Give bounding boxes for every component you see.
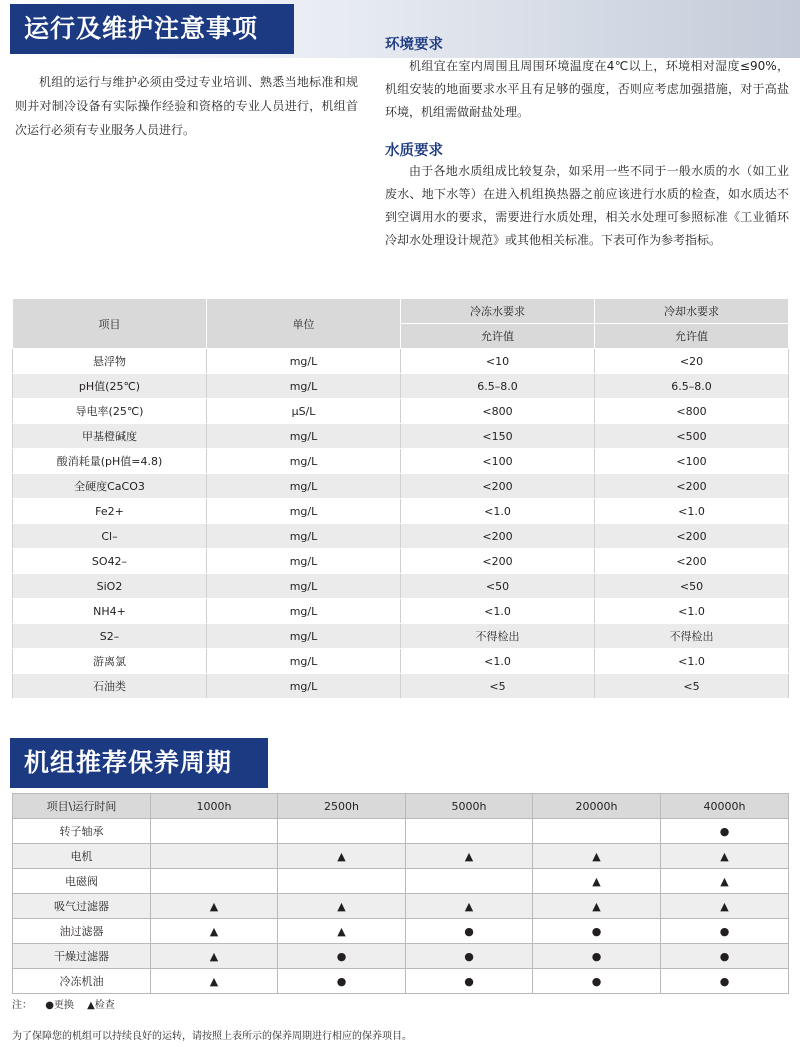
cell-chilled: <800 [401, 399, 595, 424]
header-allowed-cooling: 允许值 [595, 324, 789, 349]
footer-text: 为了保障您的机组可以持续良好的运转，请按照上表所示的保养周期进行相应的保养项目。 [12, 1031, 412, 1042]
cell-item: SO42– [13, 549, 207, 574]
cell-chilled: <10 [401, 349, 595, 374]
cell-item: 全硬度CaCO3 [13, 474, 207, 499]
empty-cell [406, 869, 533, 894]
cell-chilled: <1.0 [401, 649, 595, 674]
cell-item: 悬浮物 [13, 349, 207, 374]
cell-item: 油过滤器 [13, 919, 151, 944]
inspect-mark: ▲ [533, 894, 661, 919]
cell-item: 吸气过滤器 [13, 894, 151, 919]
header-hours: 40000h [661, 794, 789, 819]
cell-item: NH4+ [13, 599, 207, 624]
cell-unit: mg/L [207, 549, 401, 574]
cell-cooling: <500 [595, 424, 789, 449]
cell-chilled: <100 [401, 449, 595, 474]
empty-cell [151, 869, 278, 894]
cell-item: 电机 [13, 844, 151, 869]
legend-note [12, 996, 125, 1011]
cell-cooling: <100 [595, 449, 789, 474]
cell-item: 游离氯 [13, 649, 207, 674]
inspect-mark: ▲ [151, 944, 278, 969]
replace-mark: ● [661, 969, 789, 994]
cell-cooling: <800 [595, 399, 789, 424]
table-row [13, 449, 789, 474]
cell-chilled: <200 [401, 549, 595, 574]
cell-chilled: 6.5–8.0 [401, 374, 595, 399]
table-row [13, 374, 789, 399]
cell-unit: mg/L [207, 674, 401, 699]
cell-item: 干燥过滤器 [13, 944, 151, 969]
cell-unit: mg/L [207, 499, 401, 524]
cell-cooling: <200 [595, 549, 789, 574]
cell-item: 电磁阀 [13, 869, 151, 894]
cell-cooling: <200 [595, 474, 789, 499]
replace-mark: ● [406, 919, 533, 944]
water-quality-heading: 水质要求 [385, 143, 443, 159]
cell-item: 甲基橙碱度 [13, 424, 207, 449]
environment-heading: 环境要求 [385, 37, 443, 53]
cell-cooling: <1.0 [595, 649, 789, 674]
cell-chilled: <200 [401, 524, 595, 549]
cell-chilled: <150 [401, 424, 595, 449]
table-row [13, 549, 789, 574]
inspect-mark: ▲ [278, 844, 406, 869]
inspect-mark: ▲ [406, 894, 533, 919]
replace-mark: ● [278, 944, 406, 969]
cell-cooling: <5 [595, 674, 789, 699]
table-row [13, 674, 789, 699]
header-unit: 单位 [207, 299, 401, 349]
table-row [13, 819, 789, 844]
replace-mark: ● [533, 944, 661, 969]
cell-item: Cl– [13, 524, 207, 549]
cell-chilled: 不得检出 [401, 624, 595, 649]
replace-mark: ● [661, 819, 789, 844]
cell-unit: mg/L [207, 449, 401, 474]
table-row [13, 599, 789, 624]
empty-cell [151, 819, 278, 844]
table-row [13, 919, 789, 944]
empty-cell [151, 844, 278, 869]
inspect-mark: ▲ [661, 869, 789, 894]
cell-cooling: <20 [595, 349, 789, 374]
table-row [13, 869, 789, 894]
cell-chilled: <5 [401, 674, 595, 699]
header-allowed-chilled: 允许值 [401, 324, 595, 349]
header-hours: 1000h [151, 794, 278, 819]
table-row [13, 944, 789, 969]
inspect-mark: ▲ [661, 844, 789, 869]
empty-cell [278, 869, 406, 894]
table-row [13, 424, 789, 449]
inspect-mark: ▲ [533, 844, 661, 869]
cell-unit: mg/L [207, 349, 401, 374]
cell-unit: mg/L [207, 374, 401, 399]
water-quality-body [13, 349, 789, 699]
header-item: 项目 [13, 299, 207, 349]
header-hours: 2500h [278, 794, 406, 819]
cell-unit: mg/L [207, 524, 401, 549]
note-label: 注： [12, 1000, 32, 1011]
section-title-maintenance: 机组推荐保养周期 [10, 738, 268, 788]
cell-unit: mg/L [207, 574, 401, 599]
table-row [13, 574, 789, 599]
inspect-mark: ▲ [151, 919, 278, 944]
table-row [13, 349, 789, 374]
cell-cooling: <50 [595, 574, 789, 599]
table-row [13, 399, 789, 424]
inspect-mark: ▲ [406, 844, 533, 869]
cell-chilled: <50 [401, 574, 595, 599]
cell-item: 导电率(25℃) [13, 399, 207, 424]
replace-mark: ● [661, 919, 789, 944]
intro-paragraph: 机组的运行与维护必须由受过专业培训、熟悉当地标准和规则并对制冷设备有实际操作经验和资格的专业人员进行，机组首次运行必须有专业服务人员进行。 [15, 75, 358, 137]
inspect-mark: ▲ [151, 969, 278, 994]
table-row [13, 649, 789, 674]
replace-mark: ● [533, 919, 661, 944]
maintenance-table [12, 793, 789, 994]
cell-chilled: <1.0 [401, 599, 595, 624]
section-title-operation: 运行及维护注意事项 [10, 4, 294, 54]
cell-cooling: 不得检出 [595, 624, 789, 649]
header-hours: 5000h [406, 794, 533, 819]
table-row [13, 624, 789, 649]
header-cooling-water: 冷却水要求 [595, 299, 789, 324]
cell-unit: mg/L [207, 474, 401, 499]
inspect-mark: ▲ [278, 894, 406, 919]
cell-unit: mg/L [207, 424, 401, 449]
cell-chilled: <200 [401, 474, 595, 499]
cell-unit: mg/L [207, 649, 401, 674]
table-row [13, 969, 789, 994]
inspect-mark: ▲ [151, 894, 278, 919]
replace-mark: ● [278, 969, 406, 994]
replace-mark: ● [406, 969, 533, 994]
replace-mark: ● [661, 944, 789, 969]
replace-mark: ● [533, 969, 661, 994]
cell-cooling: 6.5–8.0 [595, 374, 789, 399]
cell-chilled: <1.0 [401, 499, 595, 524]
empty-cell [278, 819, 406, 844]
empty-cell [533, 819, 661, 844]
environment-paragraph: 机组宜在室内周围且周围环境温度在4℃以上，环境相对湿度≤90%，机组安装的地面要求水平且有足够的强度，否则应考虑加强措施，对于高盐环境，机组需做耐盐处理。 [385, 59, 789, 119]
legend-inspect: ▲检查 [87, 1000, 115, 1011]
table-row [13, 524, 789, 549]
cell-item: Fe2+ [13, 499, 207, 524]
replace-mark: ● [406, 944, 533, 969]
table-row [13, 894, 789, 919]
table-row [13, 474, 789, 499]
header-hours: 20000h [533, 794, 661, 819]
table-row [13, 499, 789, 524]
cell-item: 酸消耗量(pH值=4.8) [13, 449, 207, 474]
legend-replace: ●更换 [45, 1000, 74, 1011]
cell-item: pH值(25℃) [13, 374, 207, 399]
maintenance-body [13, 819, 789, 994]
water-quality-table [12, 298, 789, 699]
cell-cooling: <1.0 [595, 499, 789, 524]
empty-cell [406, 819, 533, 844]
table-row [13, 844, 789, 869]
inspect-mark: ▲ [278, 919, 406, 944]
water-quality-paragraph: 由于各地水质组成比较复杂，如采用一些不同于一般水质的水（如工业废水、地下水等）在进入机组换热器之前应该进行水质的检查，如水质达不到空调用水的要求，需要进行水质处理，相关水处理可参照标准《工业循环冷却水处理设计规范》或其他相关标准。下表可作为参考指标。 [385, 164, 789, 247]
cell-cooling: <1.0 [595, 599, 789, 624]
cell-item: 转子轴承 [13, 819, 151, 844]
cell-unit: mg/L [207, 599, 401, 624]
inspect-mark: ▲ [533, 869, 661, 894]
cell-cooling: <200 [595, 524, 789, 549]
cell-item: S2– [13, 624, 207, 649]
cell-unit: μS/L [207, 399, 401, 424]
header-chilled-water: 冷冻水要求 [401, 299, 595, 324]
cell-item: 冷冻机油 [13, 969, 151, 994]
cell-unit: mg/L [207, 624, 401, 649]
header-item-runtime: 项目\运行时间 [13, 794, 151, 819]
inspect-mark: ▲ [661, 894, 789, 919]
cell-item: 石油类 [13, 674, 207, 699]
cell-item: SiO2 [13, 574, 207, 599]
